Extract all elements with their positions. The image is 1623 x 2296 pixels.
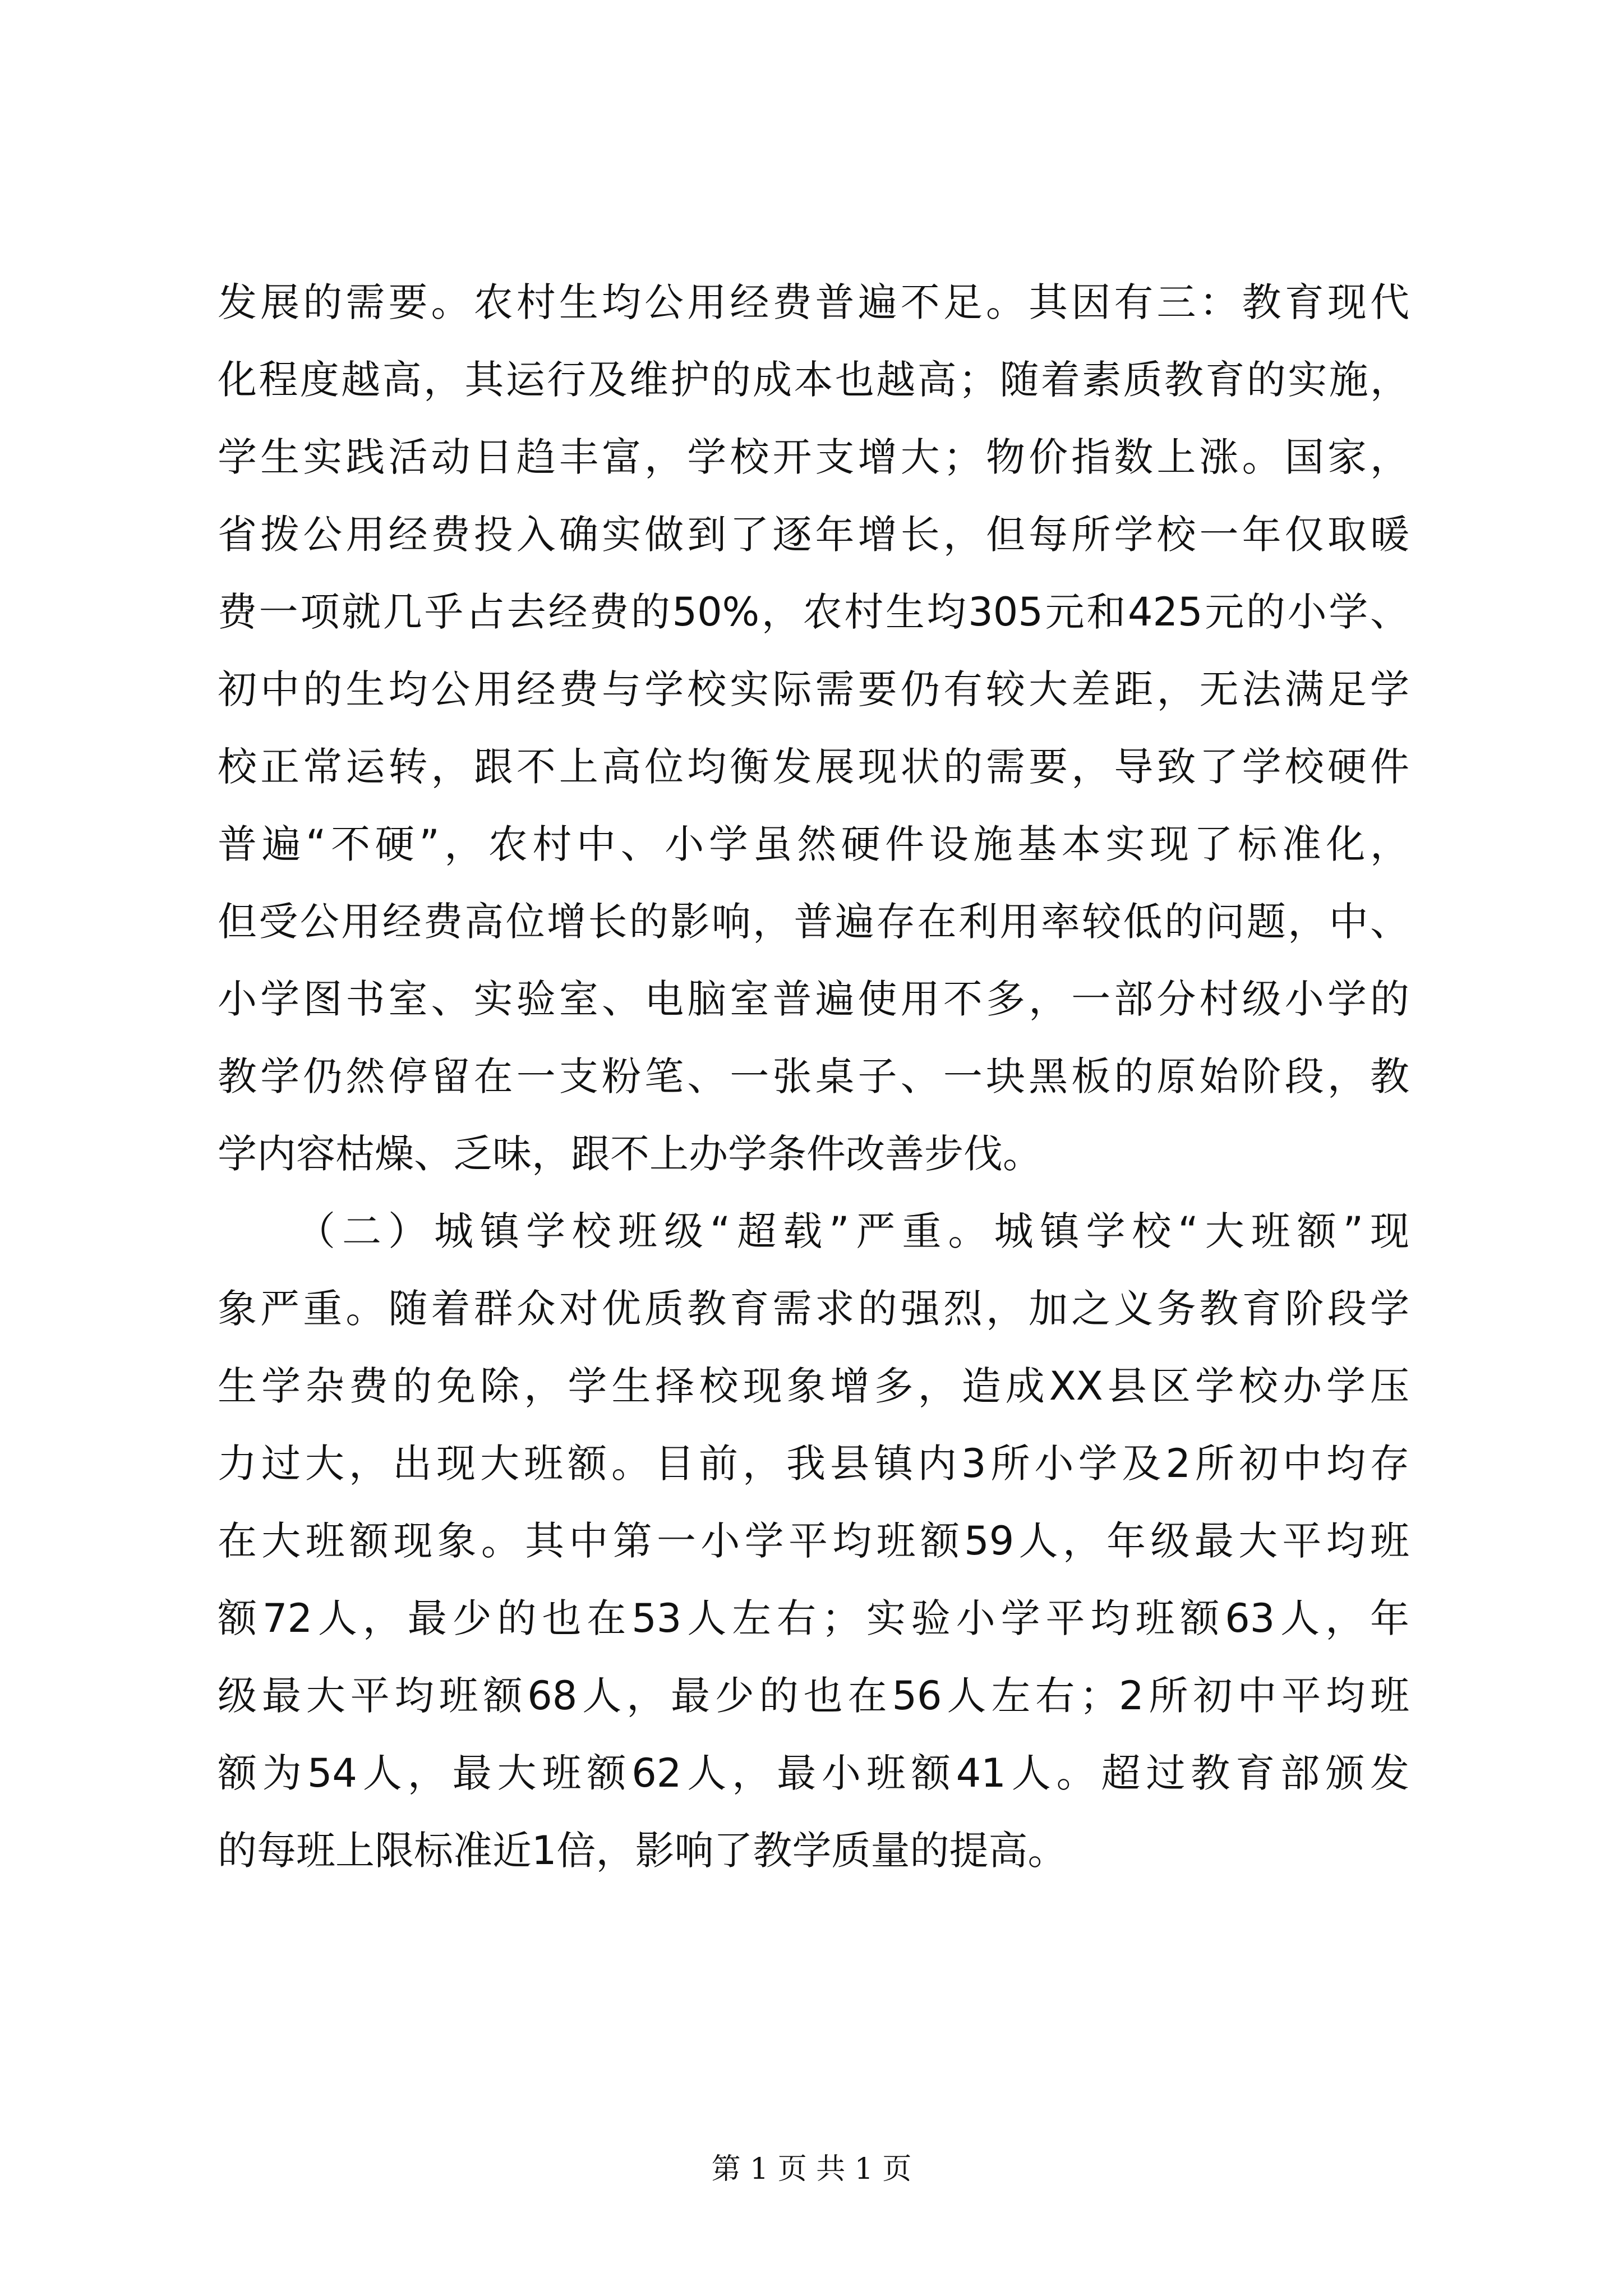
paragraph-line: 学生实践活动日趋丰富，学校开支增大；物价指数上涨。国家， xyxy=(218,434,1409,480)
paragraph-line: 费一项就几乎占去经费的50%，农村生均305元和425元的小学、 xyxy=(218,589,1409,635)
paragraph-line: 省拨公用经费投入确实做到了逐年增长，但每所学校一年仅取暖 xyxy=(218,512,1409,558)
paragraph-line: 力过大，出现大班额。目前，我县镇内3所小学及2所初中均存 xyxy=(218,1441,1409,1487)
paragraph-line: 的每班上限标准近1倍，影响了教学质量的提高。 xyxy=(218,1828,1067,1874)
paragraph-line: 级最大平均班额68人，最少的也在56人左右；2所初中平均班 xyxy=(218,1673,1409,1719)
paragraph-line: 教学仍然停留在一支粉笔、一张桌子、一块黑板的原始阶段，教 xyxy=(218,1053,1409,1099)
paragraph-line: 但受公用经费高位增长的影响，普遍存在利用率较低的问题，中、 xyxy=(218,899,1409,945)
paragraph-line: 象严重。随着群众对优质教育需求的强烈，加之义务教育阶段学 xyxy=(218,1286,1409,1332)
paragraph-line: 校正常运转，跟不上高位均衡发展现状的需要，导致了学校硬件 xyxy=(218,744,1409,790)
paragraph-line: 小学图书室、实验室、电脑室普遍使用不多，一部分村级小学的 xyxy=(218,976,1409,1022)
paragraph-line: 额为54人，最大班额62人，最小班额41人。超过教育部颁发 xyxy=(218,1750,1409,1796)
page-number-footer: 第 1 页 共 1 页 xyxy=(711,2152,912,2186)
section-heading-line: （二）城镇学校班级“超载”严重。城镇学校“大班额”现 xyxy=(296,1208,1409,1254)
paragraph-line: 初中的生均公用经费与学校实际需要仍有较大差距，无法满足学 xyxy=(218,666,1409,712)
paragraph-line: 学内容枯燥、乏味，跟不上办学条件改善步伐。 xyxy=(218,1131,1042,1177)
paragraph-line: 额72人，最少的也在53人左右；实验小学平均班额63人，年 xyxy=(218,1595,1409,1641)
paragraph-line: 化程度越高，其运行及维护的成本也越高；随着素质教育的实施， xyxy=(218,357,1409,403)
paragraph-line: 发展的需要。农村生均公用经费普遍不足。其因有三：教育现代 xyxy=(218,279,1409,325)
paragraph-line: 在大班额现象。其中第一小学平均班额59人，年级最大平均班 xyxy=(218,1518,1409,1564)
paragraph-line: 普遍“不硬”，农村中、小学虽然硬件设施基本实现了标准化， xyxy=(218,821,1409,867)
paragraph-line: 生学杂费的免除，学生择校现象增多，造成XX县区学校办学压 xyxy=(218,1363,1409,1409)
document-body xyxy=(218,264,1409,1889)
